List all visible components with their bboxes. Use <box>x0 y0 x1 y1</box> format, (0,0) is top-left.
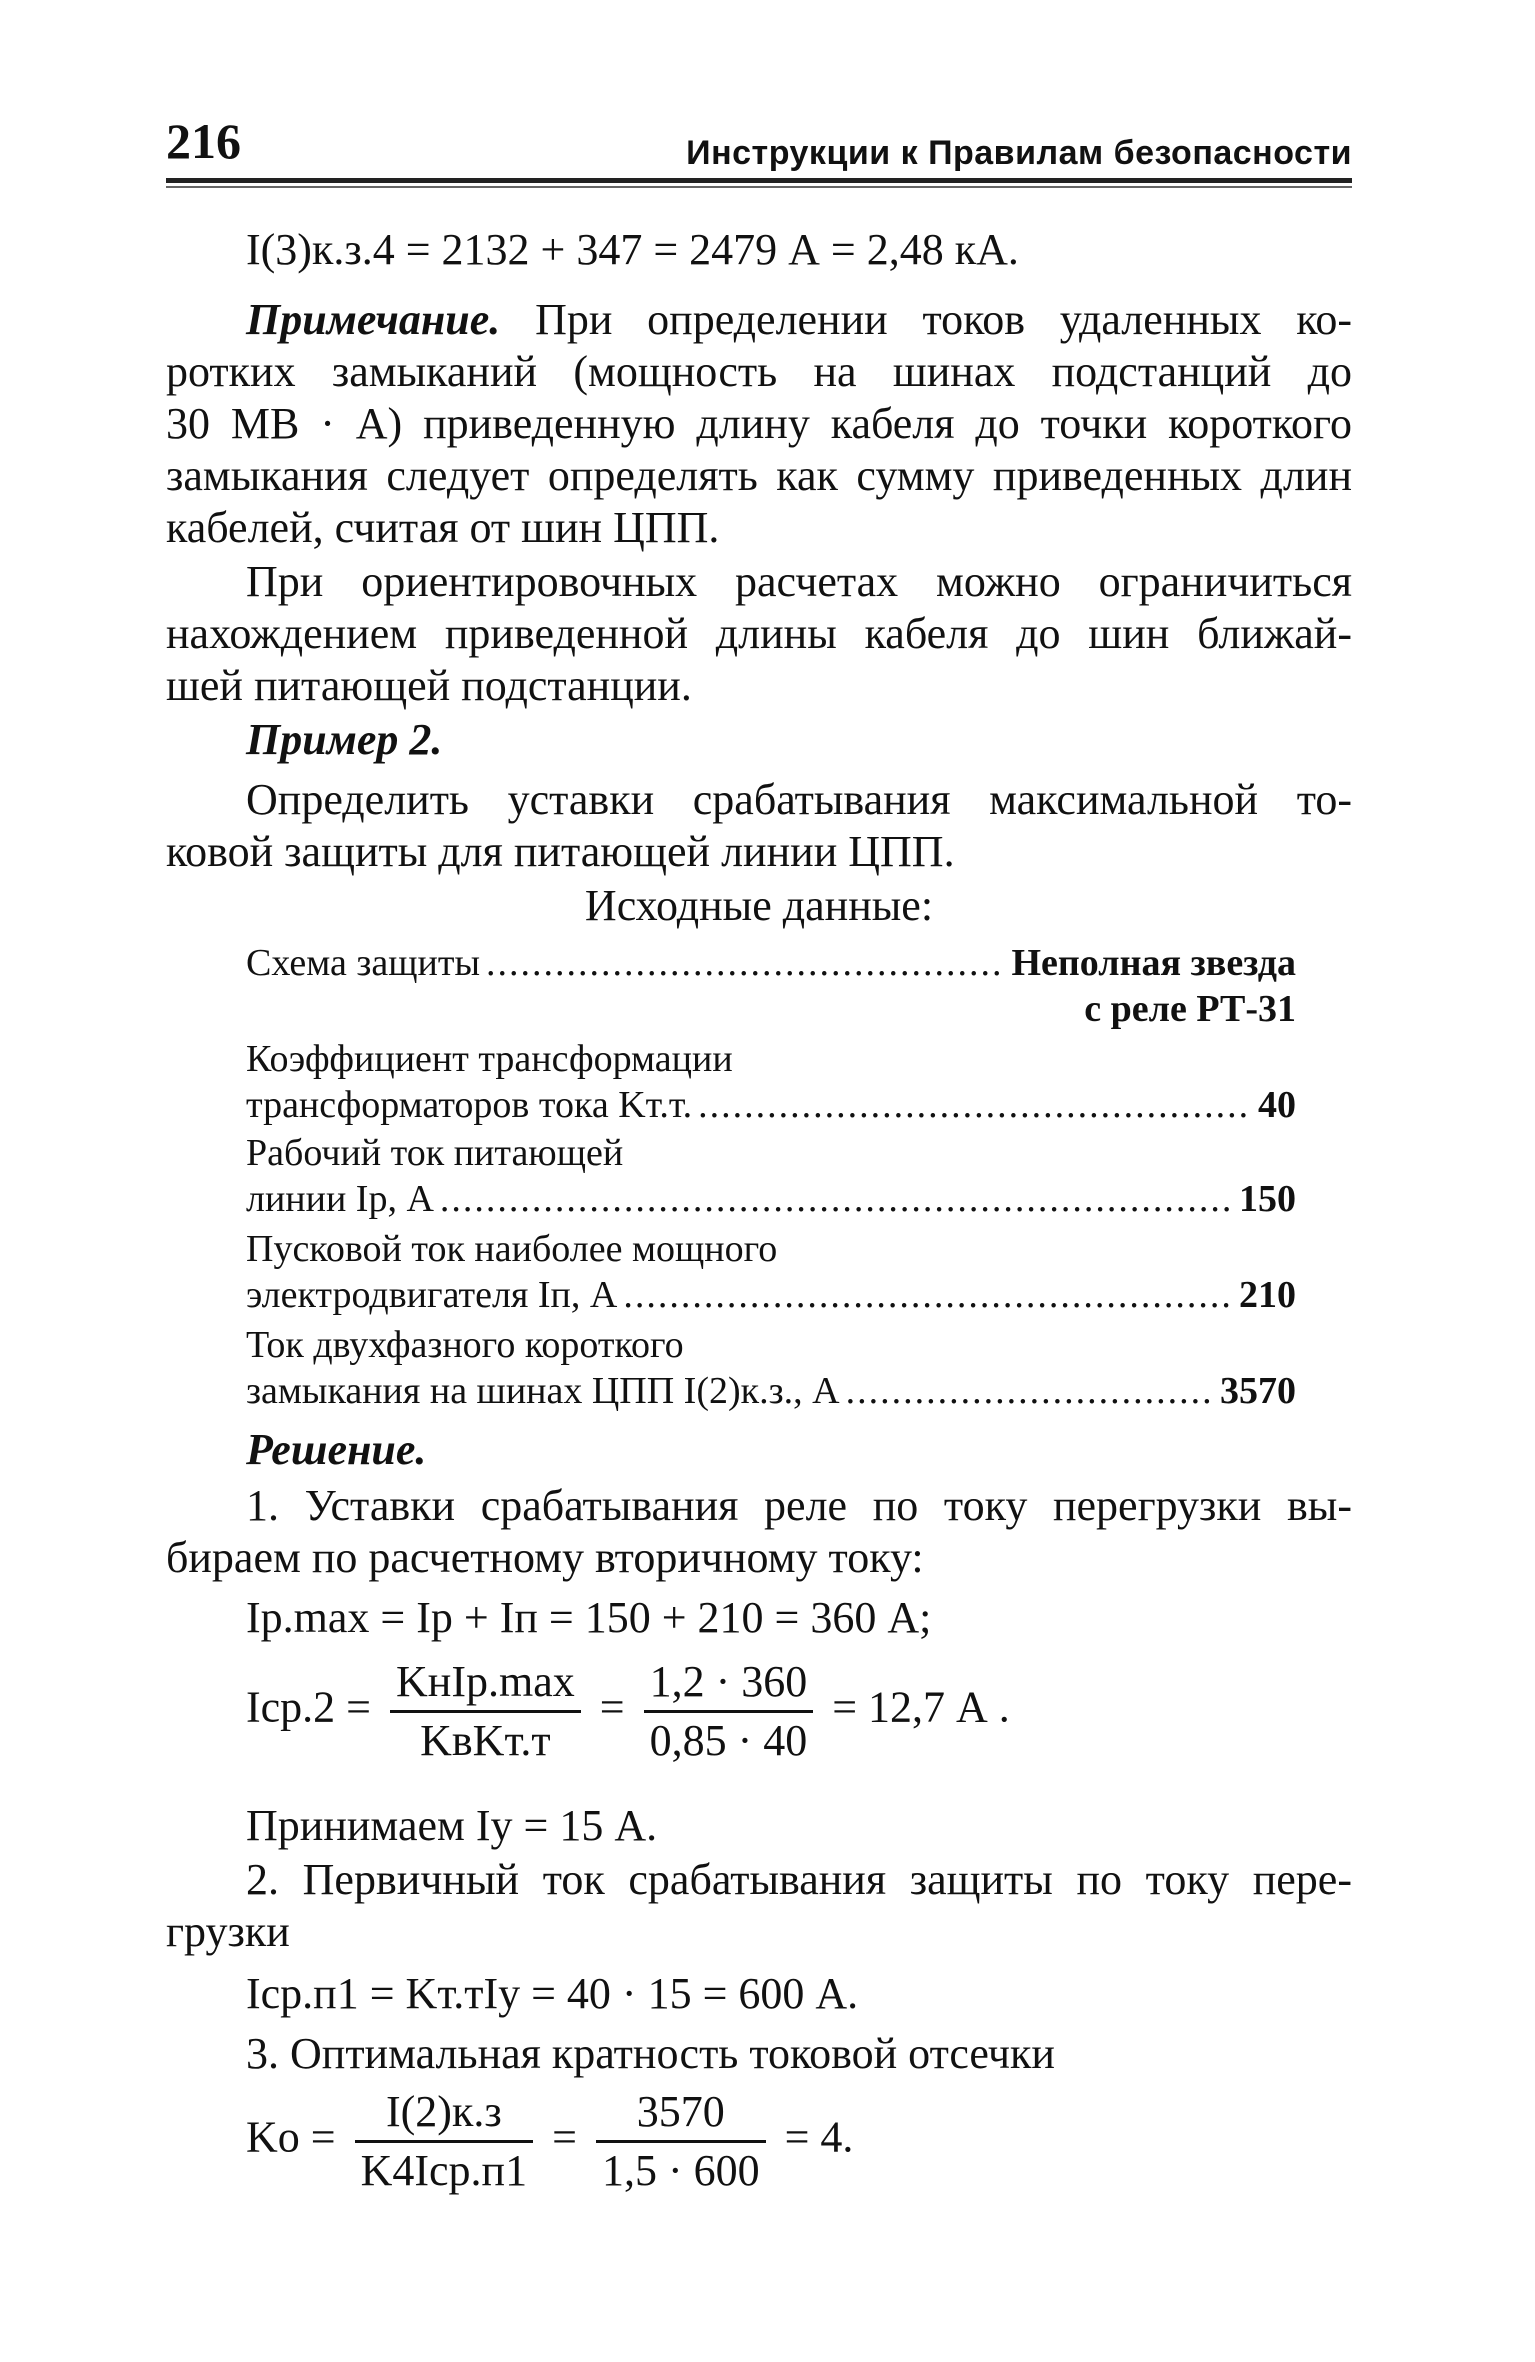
running-title: Инструкции к Правилам безопасности <box>686 134 1352 172</box>
page-number: 216 <box>166 113 241 169</box>
solution-step-1-line-1: 1. Уставки срабатывания реле по току перегрузки вы- <box>246 1481 1352 1530</box>
paragraph-line-2: нахождением приведенной длины кабеля до шин ближай- <box>166 609 1352 658</box>
paragraph-line-3: шей питающей подстанции. <box>166 661 692 710</box>
given-data-heading: Исходные данные: <box>584 881 934 930</box>
solution-step-2-line-1: 2. Первичный ток срабатывания защиты по току пере- <box>246 1855 1352 1904</box>
formula-primary-current: Iср.п1 = Kт.тIу = 40 · 15 = 600 А. <box>246 1969 859 2018</box>
note-line-1: Примечание. При определении токов удаленных ко- <box>246 295 1352 344</box>
solution-step-1-line-2: бираем по расчетному вторичному току: <box>166 1533 924 1582</box>
paragraph-line-1: При ориентировочных расчетах можно ограничиться <box>246 557 1352 606</box>
task-line-2: ковой защиты для питающей линии ЦПП. <box>166 827 955 876</box>
note-line-3: 30 МВ · А) приведенную длину кабеля до точки короткого <box>166 399 1352 448</box>
param-scheme-relay: с реле РТ-31 <box>1084 988 1296 1030</box>
header-rule <box>166 178 1352 183</box>
page-header <box>166 112 1352 184</box>
formula-short-circuit-current: I(3)к.з.4 = 2132 + 347 = 2479 А = 2,48 кА. <box>246 225 1019 274</box>
formula-cutoff-ratio: Kо = $\frac{I(2)к.з}{\text{K4Iср.п1}}$ = $\frac{3570}{1,5 \cdot 600}$ = 4. <box>246 2087 854 2195</box>
param-sc-current: замыкания на шинах ЦПП I(2)к.з., А ..... 3570 <box>246 1372 1296 1410</box>
formula-relay-setting: Iср.2 = $\frac{\text{KнIр.max}}{\text{KвKт.т}}$ = $\frac{1,2 \cdot 360}{0,85 \cdot 40}$ = 12,7 А . <box>246 1657 1010 1765</box>
note-line-2: ротких замыканий (мощность на шинах подстанций до <box>166 347 1352 396</box>
param-start-current: электродвигателя Iп, А ..... 210 <box>246 1276 1296 1314</box>
solution-step-3: 3. Оптимальная кратность токовой отсечки <box>246 2029 1055 2078</box>
param-work-current: линии Iр, А ..... 150 <box>246 1180 1296 1218</box>
example-heading: Пример 2. <box>246 715 443 764</box>
param-work-current-line-1: Рабочий ток питающей <box>246 1132 624 1174</box>
param-sc-current-line-1: Ток двухфазного короткого <box>246 1324 684 1366</box>
solution-heading: Решение. <box>246 1425 427 1474</box>
param-ct-ratio: трансформаторов тока Kт.т. ..... 40 <box>246 1086 1296 1124</box>
solution-step-2-line-2: грузки <box>166 1907 290 1956</box>
header-rule-thin <box>166 186 1352 188</box>
task-line-1: Определить уставки срабатывания максимальной то- <box>246 775 1352 824</box>
param-ct-line-1: Коэффициент трансформации <box>246 1038 733 1080</box>
param-start-current-line-1: Пусковой ток наиболее мощного <box>246 1228 778 1270</box>
note-line-4: замыкания следует определять как сумму приведенных длин <box>166 451 1352 500</box>
accept-line: Принимаем Iу = 15 А. <box>246 1801 658 1850</box>
note-line-5: кабелей, считая от шин ЦПП. <box>166 503 720 552</box>
formula-max-current: Iр.max = Iр + Iп = 150 + 210 = 360 А; <box>246 1593 932 1642</box>
param-scheme: Схема защиты ..... Неполная звезда <box>246 944 1296 982</box>
